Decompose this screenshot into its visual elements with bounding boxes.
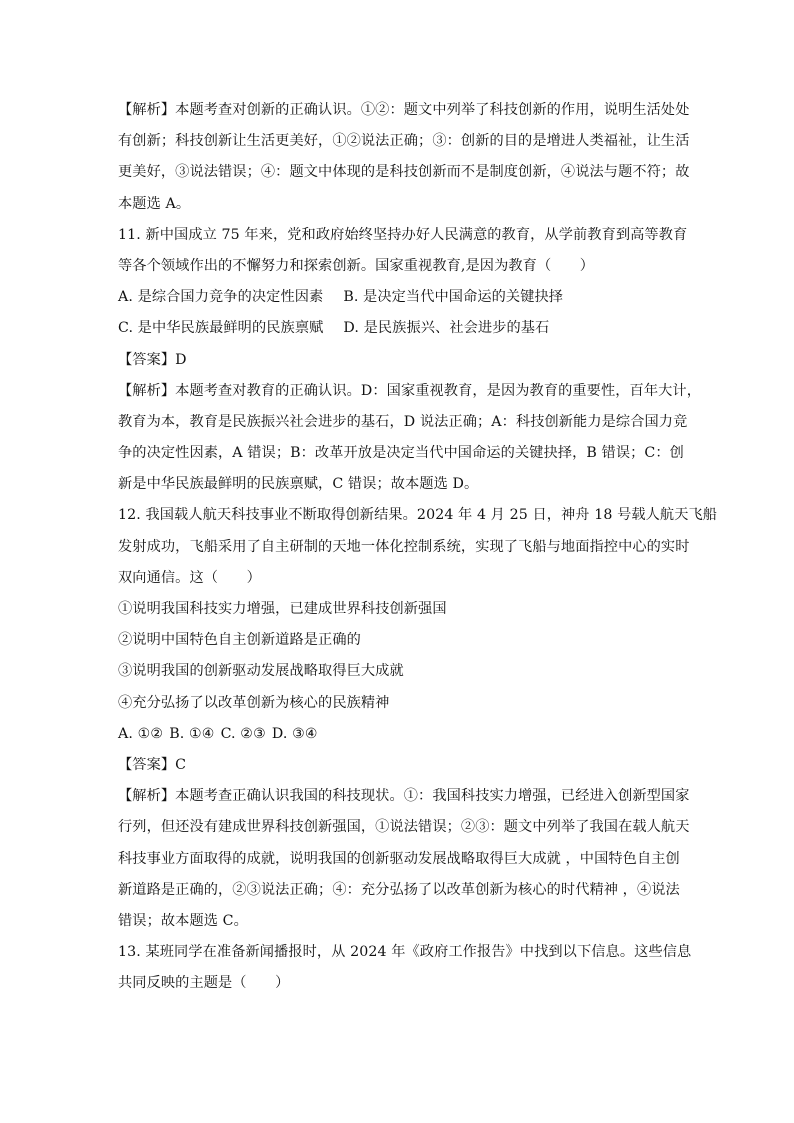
q10-analysis bbox=[118, 95, 690, 220]
q11-options-row-1 bbox=[118, 282, 676, 313]
q12-analysis-line: 【解析】本题考查正确认识我国的科技现状。①：我国科技实力增强，已经进入创新型国家 bbox=[118, 788, 690, 805]
q11-options-row-2 bbox=[118, 313, 676, 344]
q11-stem-line: 11. 新中国成立 75 年来，党和政府始终坚持办好人民满意的教育，从学前教育到高等教育 bbox=[118, 226, 688, 243]
q12-answer: 【答案】C bbox=[118, 756, 187, 773]
q12-option-a: A. ①② bbox=[118, 725, 164, 742]
q12-statement: ④充分弘扬了以改革创新为核心的民族精神 bbox=[118, 694, 390, 711]
q11-stem-line: 等各个领域作出的不懈努力和探索创新。国家重视教育,是因为教育（ ） bbox=[118, 257, 595, 274]
q12-analysis-line: 科技事业方面取得的成就，说明我国的创新驱动发展战略取得巨大成就 ，中国特色自主创 bbox=[118, 850, 680, 867]
q10-analysis-line: 【解析】本题考查对创新的正确认识。①②：题文中列举了科技创新的作用，说明生活处处 bbox=[118, 102, 690, 118]
q13-stem-line: 共同反映的主题是（ ） bbox=[118, 975, 290, 992]
q12-options-row bbox=[118, 719, 676, 750]
q12-option-c: C. ②③ bbox=[220, 725, 266, 742]
q12-option-d: D. ③④ bbox=[271, 725, 318, 742]
document-page bbox=[118, 95, 718, 999]
q10-analysis-line: 更美好，③说法错误；④：题文中体现的是科技创新而不是制度创新，④说法与题不符；故 bbox=[118, 164, 690, 181]
question-11 bbox=[118, 220, 701, 501]
q12-option-b: B. ①④ bbox=[169, 725, 215, 742]
q12-stem-line: 发射成功，飞船采用了自主研制的天地一体化控制系统，实现了飞船与地面指控中心的实时 bbox=[118, 538, 690, 555]
q12-analysis-line: 行列，但还没有建成世界科技创新强国，①说法错误；②③：题文中列举了我国在载人航天 bbox=[118, 819, 690, 836]
q11-analysis-line: 争的决定性因素，A 错误；B：改革开放是决定当代中国命运的关键抉择，B 错误；C：创 bbox=[118, 445, 684, 462]
q11-option-d: D. 是民族振兴、社会进步的基石 bbox=[343, 320, 550, 337]
q12-stem-line: 双向通信。这（ ） bbox=[118, 569, 261, 586]
question-13 bbox=[118, 937, 692, 999]
q11-analysis-line: 【解析】本题考查对教育的正确认识。D：国家重视教育，是因为教育的重要性，百年大计， bbox=[118, 382, 701, 399]
q11-analysis-line: 教育为本，教育是民族振兴社会进步的基石，D 说法正确；A：科技创新能力是综合国力竞 bbox=[118, 413, 688, 430]
q12-statement: ①说明我国科技实力增强，已建成世界科技创新强国 bbox=[118, 601, 447, 617]
q12-stem-line: 12. 我国载人航天科技事业不断取得创新结果。2024 年 4 月 25 日，神舟 18 号载人航天飞船 bbox=[118, 507, 718, 524]
q10-analysis-line: 本题选 A。 bbox=[118, 195, 191, 212]
q11-answer: 【答案】D bbox=[118, 351, 187, 368]
q11-option-b: B. 是决定当代中国命运的关键抉择 bbox=[343, 289, 564, 306]
question-12 bbox=[118, 500, 718, 937]
q11-option-c: C. 是中华民族最鲜明的民族禀赋 bbox=[118, 320, 324, 337]
q11-analysis-line: 新是中华民族最鲜明的民族禀赋，C 错误；故本题选 D。 bbox=[118, 476, 479, 493]
q12-statement: ②说明中国特色自主创新道路是正确的 bbox=[118, 632, 361, 649]
q13-stem-line: 13. 某班同学在准备新闻播报时，从 2024 年《政府工作报告》中找到以下信息。这些信息 bbox=[118, 944, 692, 961]
q10-analysis-line: 有创新；科技创新让生活更美好，①②说法正确；③：创新的目的是增进人类福祉，让生活 bbox=[118, 133, 690, 150]
q12-analysis-line: 错误；故本题选 C。 bbox=[118, 912, 248, 929]
q12-statement: ③说明我国的创新驱动发展战略取得巨大成就 bbox=[118, 663, 404, 680]
q11-option-a: A. 是综合国力竞争的决定性因素 bbox=[118, 289, 324, 306]
q12-analysis-line: 新道路是正确的，②③说法正确；④：充分弘扬了以改革创新为核心的时代精神 ，④说法 bbox=[118, 881, 680, 898]
